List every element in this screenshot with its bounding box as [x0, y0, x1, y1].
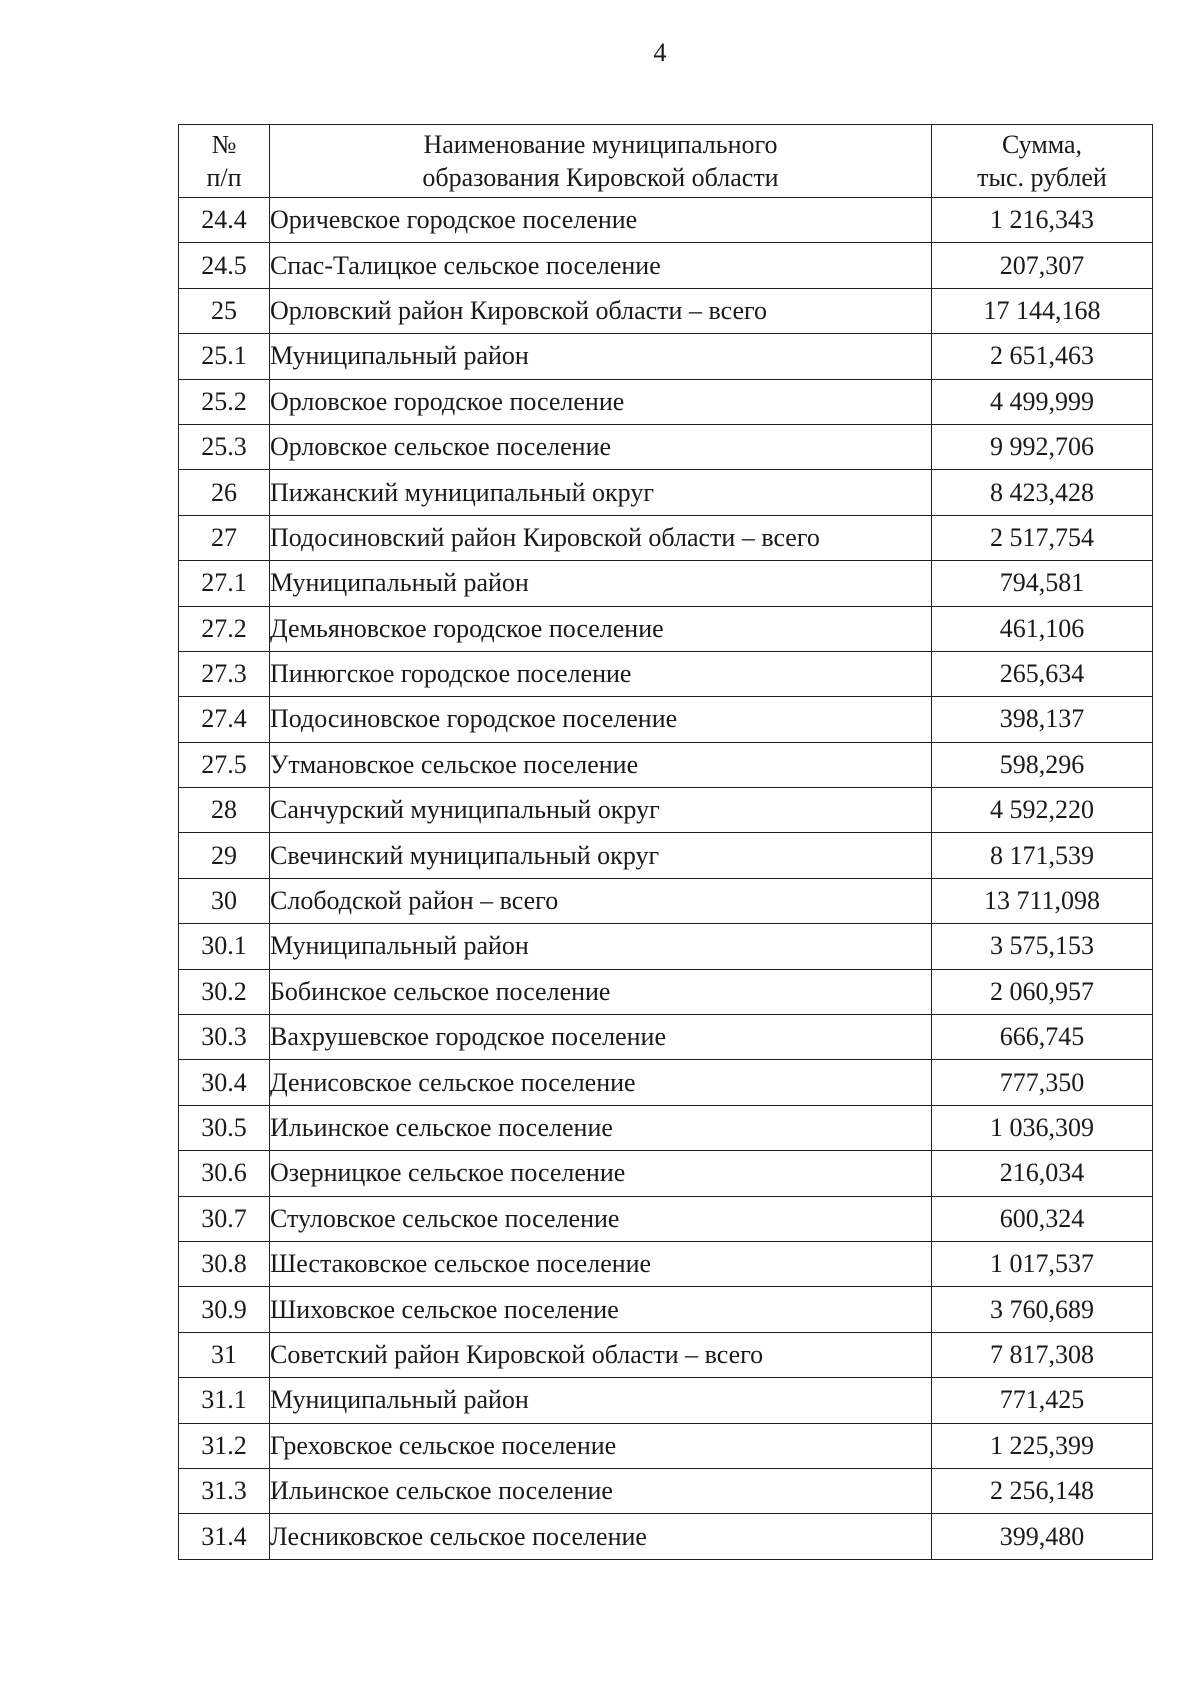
table-row: [179, 1241, 1153, 1286]
row-number: 28: [179, 788, 270, 833]
amount: 4 499,999: [932, 379, 1153, 424]
table-row: [179, 424, 1153, 469]
municipality-name: Пижанский муниципальный округ: [270, 470, 932, 515]
table-row: [179, 1105, 1153, 1150]
table-row: [179, 969, 1153, 1014]
municipality-name: Греховское сельское поселение: [270, 1423, 932, 1468]
municipality-name: Денисовское сельское поселение: [270, 1060, 932, 1105]
amount: 771,425: [932, 1378, 1153, 1423]
amount: 4 592,220: [932, 788, 1153, 833]
municipality-name: Муниципальный район: [270, 334, 932, 379]
amount: 600,324: [932, 1196, 1153, 1241]
row-number: 27: [179, 515, 270, 560]
page-number: 4: [653, 38, 667, 67]
amount: 3 575,153: [932, 924, 1153, 969]
row-number: 27.5: [179, 742, 270, 787]
row-number: 31: [179, 1332, 270, 1377]
amount: 2 256,148: [932, 1468, 1153, 1513]
table-row: [179, 379, 1153, 424]
row-number: 25.3: [179, 424, 270, 469]
row-number: 30: [179, 878, 270, 923]
municipality-name: Орловское городское поселение: [270, 379, 932, 424]
amount: 2 651,463: [932, 334, 1153, 379]
municipality-name: Ильинское сельское поселение: [270, 1105, 932, 1150]
amount: 2 517,754: [932, 515, 1153, 560]
amount: 7 817,308: [932, 1332, 1153, 1377]
row-number: 30.2: [179, 969, 270, 1014]
header-sum-line2: тыс. рублей: [977, 163, 1107, 192]
table-row: [179, 833, 1153, 878]
row-number: 27.3: [179, 651, 270, 696]
municipality-name: Подосиновское городское поселение: [270, 697, 932, 742]
municipality-name: Подосиновский район Кировской области – всего: [270, 515, 932, 560]
amount: 461,106: [932, 606, 1153, 651]
row-number: 30.5: [179, 1105, 270, 1150]
row-number: 25.1: [179, 334, 270, 379]
municipality-name: Вахрушевское городское поселение: [270, 1015, 932, 1060]
municipality-name: Спас-Талицкое сельское поселение: [270, 243, 932, 288]
row-number: 27.2: [179, 606, 270, 651]
amount: 794,581: [932, 561, 1153, 606]
amount: 13 711,098: [932, 878, 1153, 923]
row-number: 30.4: [179, 1060, 270, 1105]
table-row: [179, 878, 1153, 923]
row-number: 24.4: [179, 198, 270, 243]
municipality-name: Озерницкое сельское поселение: [270, 1151, 932, 1196]
table-row: [179, 606, 1153, 651]
table-row: [179, 1332, 1153, 1377]
table-row: [179, 742, 1153, 787]
row-number: 30.9: [179, 1287, 270, 1332]
amount: 666,745: [932, 1015, 1153, 1060]
amount: 8 423,428: [932, 470, 1153, 515]
table-row: [179, 788, 1153, 833]
header-number-line1: №: [211, 130, 237, 159]
amount: 9 992,706: [932, 424, 1153, 469]
municipality-name: Шиховское сельское поселение: [270, 1287, 932, 1332]
row-number: 24.5: [179, 243, 270, 288]
row-number: 25: [179, 288, 270, 333]
header-number-line2: п/п: [206, 163, 242, 192]
table-row: [179, 1015, 1153, 1060]
amount: 216,034: [932, 1151, 1153, 1196]
header-sum: [932, 125, 1153, 198]
municipality-name: Муниципальный район: [270, 924, 932, 969]
municipality-name: Оричевское городское поселение: [270, 198, 932, 243]
table-row: [179, 561, 1153, 606]
amount: 777,350: [932, 1060, 1153, 1105]
row-number: 30.7: [179, 1196, 270, 1241]
amount: 1 216,343: [932, 198, 1153, 243]
row-number: 27.1: [179, 561, 270, 606]
row-number: 27.4: [179, 697, 270, 742]
municipality-name: Шестаковское сельское поселение: [270, 1241, 932, 1286]
table-row: [179, 1423, 1153, 1468]
row-number: 30.8: [179, 1241, 270, 1286]
municipality-name: Пинюгское городское поселение: [270, 651, 932, 696]
municipality-name: Санчурский муниципальный округ: [270, 788, 932, 833]
municipality-name: Советский район Кировской области – всего: [270, 1332, 932, 1377]
amount: 207,307: [932, 243, 1153, 288]
header-name-line2: образования Кировской области: [422, 163, 779, 192]
header-sum-line1: Сумма,: [1001, 130, 1083, 159]
budget-table: [178, 124, 1153, 1560]
row-number: 29: [179, 833, 270, 878]
municipality-name: Свечинский муниципальный округ: [270, 833, 932, 878]
amount: 398,137: [932, 697, 1153, 742]
row-number: 31.4: [179, 1514, 270, 1559]
table-row: [179, 651, 1153, 696]
table-row: [179, 1378, 1153, 1423]
municipality-name: Орловское сельское поселение: [270, 424, 932, 469]
header-name-line1: Наименование муниципального: [423, 130, 778, 159]
table-row: [179, 1196, 1153, 1241]
table-row: [179, 243, 1153, 288]
municipality-name: Демьяновское городское поселение: [270, 606, 932, 651]
amount: 3 760,689: [932, 1287, 1153, 1332]
municipality-name: Муниципальный район: [270, 561, 932, 606]
table-header: [179, 125, 1153, 198]
municipality-name: Ильинское сельское поселение: [270, 1468, 932, 1513]
municipality-name: Орловский район Кировской области – всего: [270, 288, 932, 333]
table-row: [179, 1287, 1153, 1332]
row-number: 26: [179, 470, 270, 515]
amount: 1 036,309: [932, 1105, 1153, 1150]
row-number: 30.3: [179, 1015, 270, 1060]
amount: 265,634: [932, 651, 1153, 696]
row-number: 30.6: [179, 1151, 270, 1196]
row-number: 31.1: [179, 1378, 270, 1423]
amount: 399,480: [932, 1514, 1153, 1559]
table-row: [179, 697, 1153, 742]
amount: 2 060,957: [932, 969, 1153, 1014]
table-row: [179, 470, 1153, 515]
municipality-name: Слободской район – всего: [270, 878, 932, 923]
row-number: 31.3: [179, 1468, 270, 1513]
table-row: [179, 924, 1153, 969]
header-number: [179, 125, 270, 198]
municipality-name: Бобинское сельское поселение: [270, 969, 932, 1014]
table-row: [179, 515, 1153, 560]
municipality-name: Утмановское сельское поселение: [270, 742, 932, 787]
amount: 1 017,537: [932, 1241, 1153, 1286]
header-row: [179, 125, 1153, 198]
table-row: [179, 1060, 1153, 1105]
table-row: [179, 1468, 1153, 1513]
row-number: 25.2: [179, 379, 270, 424]
row-number: 31.2: [179, 1423, 270, 1468]
header-name: [270, 125, 932, 198]
table-row: [179, 1151, 1153, 1196]
table-body: [179, 198, 1153, 1560]
table-row: [179, 334, 1153, 379]
row-number: 30.1: [179, 924, 270, 969]
amount: 17 144,168: [932, 288, 1153, 333]
municipality-name: Лесниковское сельское поселение: [270, 1514, 932, 1559]
amount: 8 171,539: [932, 833, 1153, 878]
municipality-name: Стуловское сельское поселение: [270, 1196, 932, 1241]
table-row: [179, 288, 1153, 333]
table-row: [179, 1514, 1153, 1559]
amount: 598,296: [932, 742, 1153, 787]
municipality-name: Муниципальный район: [270, 1378, 932, 1423]
amount: 1 225,399: [932, 1423, 1153, 1468]
table-row: [179, 198, 1153, 243]
